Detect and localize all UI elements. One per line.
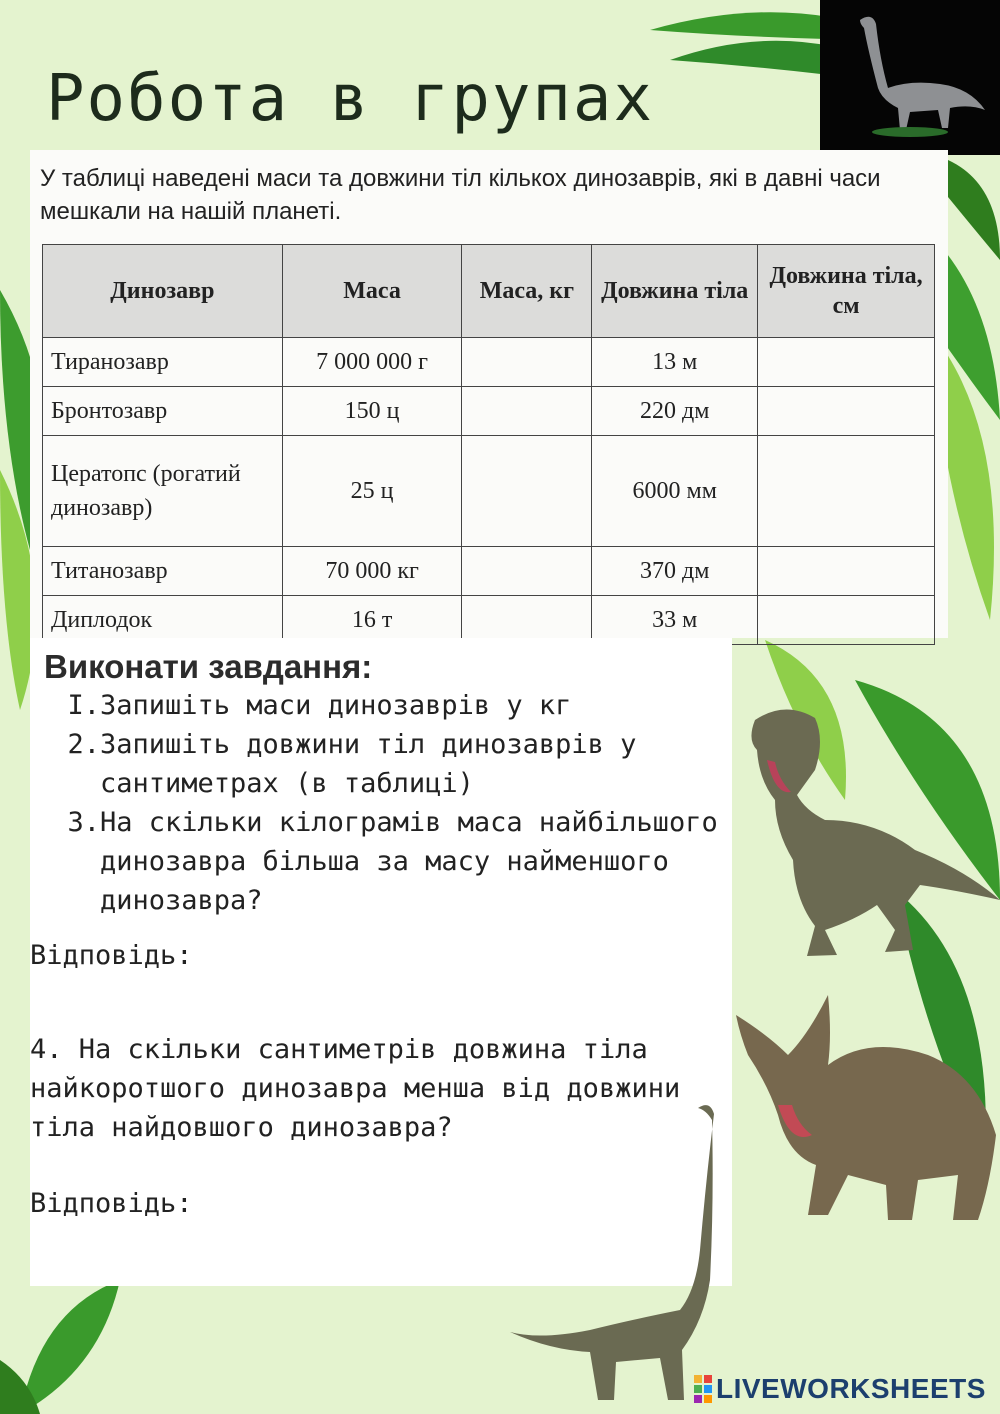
sauropod-photo: [820, 0, 1000, 155]
table-row: [43, 436, 935, 547]
length-cm-answer-cell[interactable]: [758, 596, 935, 645]
header-mass-kg: Маса, кг: [462, 245, 592, 338]
table-row: [43, 547, 935, 596]
length-cell: 6000 мм: [592, 436, 758, 547]
length-cell: 33 м: [592, 596, 758, 645]
intro-text: У таблиці наведені маси та довжини тіл кількох динозаврів, які в давні часи мешкали на нашій планеті.: [40, 165, 881, 225]
brachiosaurus-image: [500, 1100, 740, 1414]
liveworksheets-watermark: [694, 1373, 986, 1405]
task-text: На скільки кілограмів маса найбільшого динозавра більша за масу найменшого динозавра?: [100, 807, 718, 916]
dinosaur-name: Бронтозавр: [43, 387, 283, 436]
dinosaur-table: [42, 244, 935, 645]
task-number: 3.: [67, 807, 100, 838]
length-cm-answer-cell[interactable]: [758, 547, 935, 596]
list-item: [44, 725, 734, 803]
mass-kg-answer-cell[interactable]: [462, 338, 592, 387]
length-cm-answer-cell[interactable]: [758, 338, 935, 387]
header-length: Довжина тіла: [592, 245, 758, 338]
length-cell: 220 дм: [592, 387, 758, 436]
liveworksheets-logo-icon: [694, 1375, 712, 1403]
task-number: 2.: [67, 729, 100, 760]
mass-cell: 25 ц: [282, 436, 462, 547]
task-list: [44, 686, 734, 920]
dinosaur-name: Цератопс (рогатий динозавр): [43, 436, 283, 547]
table-row: [43, 387, 935, 436]
tyrannosaurus-image: [745, 700, 1000, 960]
answer-label-1: Відповідь:: [30, 940, 193, 971]
table-header-row: [43, 245, 935, 338]
task-number: I.: [67, 690, 100, 721]
list-item: [44, 686, 734, 725]
page-title: Робота в групах: [46, 62, 654, 136]
header-length-cm: Довжина тіла, см: [758, 245, 935, 338]
jungle-leaves-bottom-left: [0, 1280, 130, 1414]
mass-cell: 16 т: [282, 596, 462, 645]
table-row: [43, 338, 935, 387]
triceratops-image: [728, 995, 1000, 1225]
answer-input-1[interactable]: [230, 938, 710, 974]
length-cell: 370 дм: [592, 547, 758, 596]
header-dinosaur: Динозавр: [43, 245, 283, 338]
header-mass: Маса: [282, 245, 462, 338]
tasks-heading: Виконати завдання:: [44, 648, 373, 685]
dinosaur-name: Титанозавр: [43, 547, 283, 596]
question-4: 4. На скільки сантиметрів довжина тіла найкоротшого динозавра менша від довжини тіла найдовшого динозавра?: [30, 1034, 681, 1143]
mass-kg-answer-cell[interactable]: [462, 547, 592, 596]
mass-cell: 7 000 000 г: [282, 338, 462, 387]
mass-cell: 150 ц: [282, 387, 462, 436]
task-text: Запишіть маси динозаврів у кг: [100, 690, 572, 721]
textbook-excerpt: [30, 150, 948, 638]
length-cm-answer-cell[interactable]: [758, 436, 935, 547]
list-item: [44, 803, 734, 920]
mass-kg-answer-cell[interactable]: [462, 436, 592, 547]
dinosaur-name: Тиранозавр: [43, 338, 283, 387]
mass-kg-answer-cell[interactable]: [462, 387, 592, 436]
task-text: Запишіть довжини тіл динозаврів у сантиметрах (в таблиці): [100, 729, 637, 799]
length-cell: 13 м: [592, 338, 758, 387]
mass-cell: 70 000 кг: [282, 547, 462, 596]
watermark-text: LIVEWORKSHEETS: [716, 1373, 986, 1404]
length-cm-answer-cell[interactable]: [758, 387, 935, 436]
dinosaur-name: Диплодок: [43, 596, 283, 645]
answer-label-2: Відповідь:: [30, 1188, 193, 1219]
